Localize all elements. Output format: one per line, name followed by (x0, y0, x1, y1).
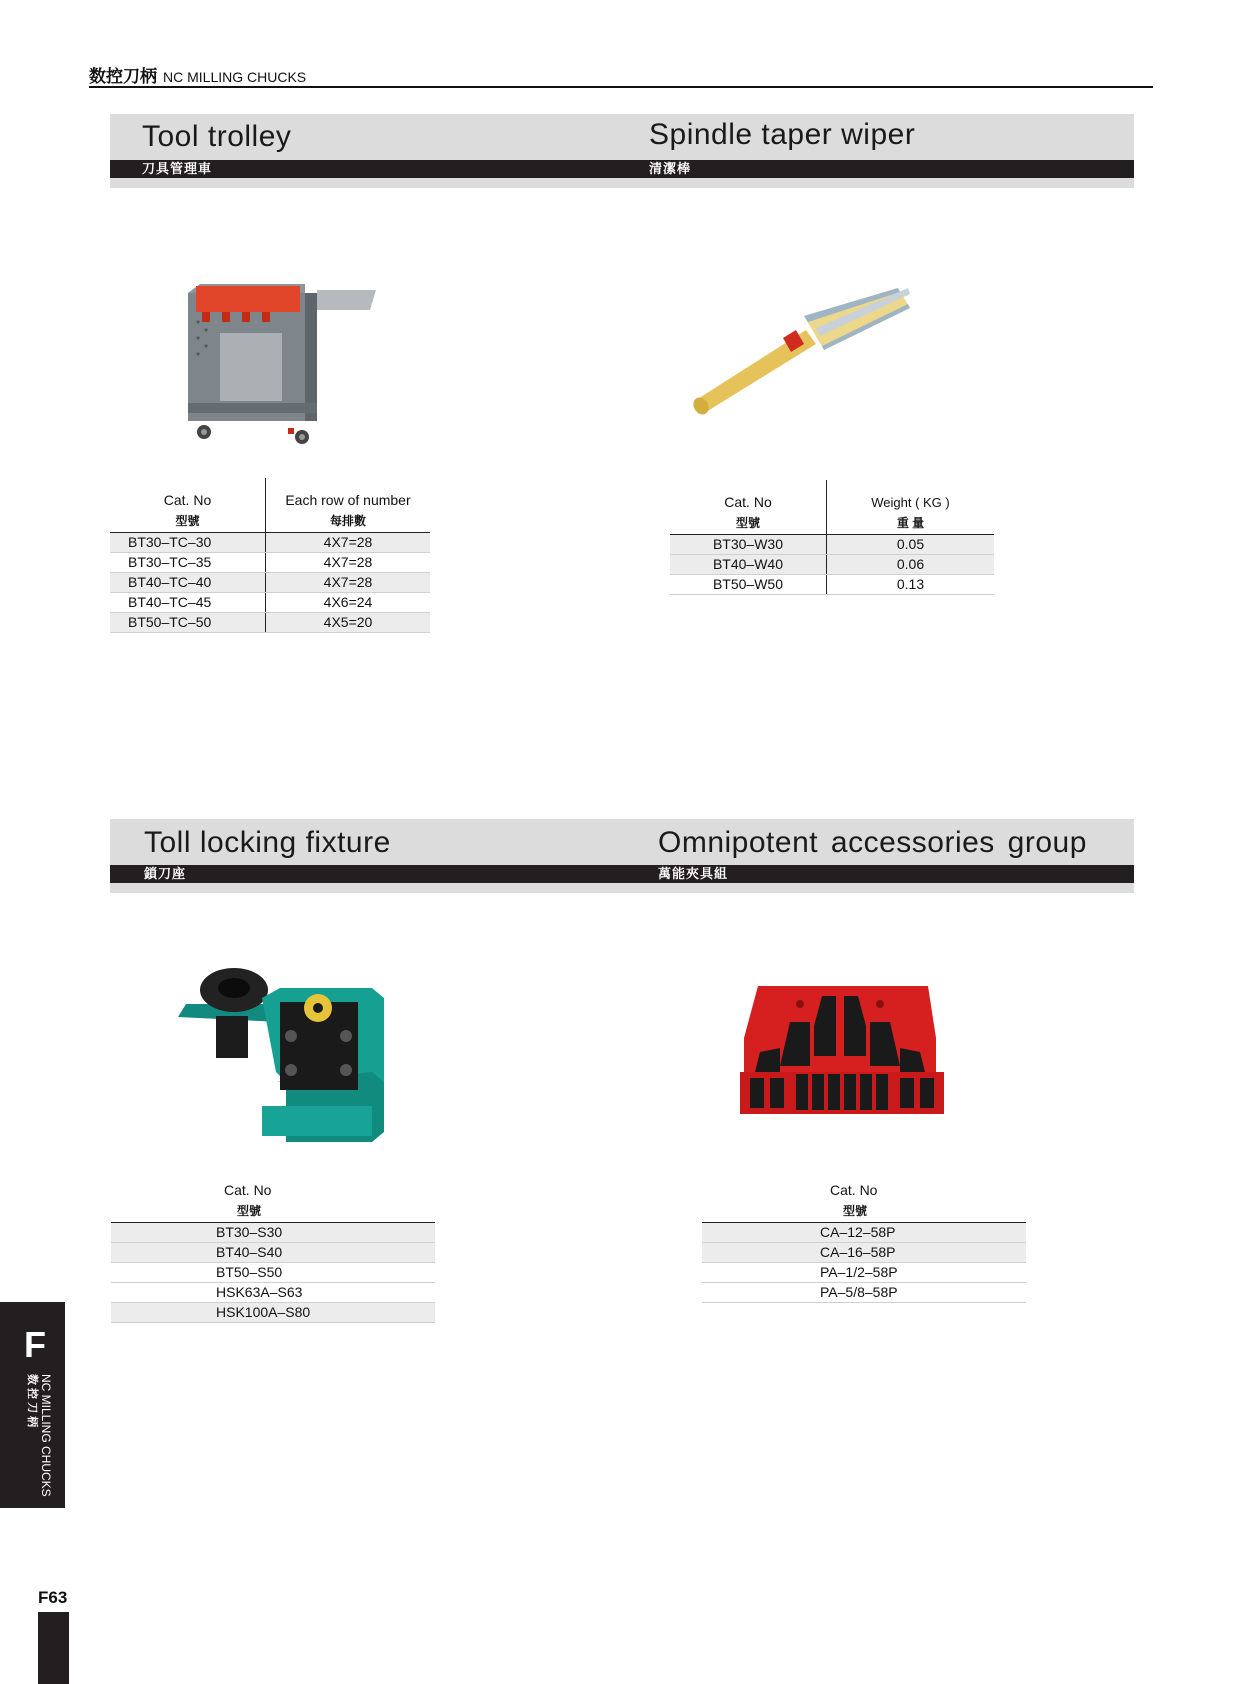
side-tab-label-en: NC MILLING CHUCKS (39, 1374, 53, 1497)
table-row: BT40–TC–40 4X7=28 (110, 573, 430, 593)
tool-trolley-subtitle: 刀具管理車 (142, 161, 213, 176)
page-number-bar (38, 1612, 69, 1684)
page-header (89, 62, 1153, 88)
tool-trolley-title: Tool trolley (142, 120, 292, 153)
page-number: F63 (38, 1588, 68, 1607)
table-row: HSK63A–S63 (111, 1283, 435, 1303)
section-band-bottom (110, 819, 1134, 893)
table-row: CA–16–58P (702, 1243, 1026, 1263)
col-header-cat-zh: 型號 (110, 508, 266, 533)
col-header-cat: Cat. No (830, 1182, 878, 1198)
side-tab-label (25, 1374, 53, 1504)
tool-trolley-image (180, 278, 380, 450)
table-row: BT30–W30 0.05 (670, 535, 994, 555)
col-header-cat-zh: 型號 (670, 510, 827, 535)
table-row: BT40–S40 (111, 1243, 435, 1263)
spindle-wiper-subtitle: 清潔棒 (649, 161, 692, 176)
locking-fixture-title: Toll locking fixture (144, 826, 391, 859)
col-header-weight-zh: 重 量 (827, 510, 995, 535)
table-row: CA–12–58P (702, 1223, 1026, 1243)
table-row: BT30–S30 (111, 1223, 435, 1243)
table-row: PA–1/2–58P (702, 1263, 1026, 1283)
col-header-cat: Cat. No (224, 1182, 272, 1198)
accessories-image (740, 986, 944, 1114)
accessories-table (702, 1168, 1026, 1303)
col-header-weight: Weight ( KG ) (871, 495, 950, 510)
side-tab (0, 1302, 65, 1508)
spindle-wiper-image (688, 282, 914, 420)
col-header-cat: Cat. No (670, 480, 827, 510)
locking-fixture-table (111, 1168, 435, 1323)
table-row: BT50–W50 0.13 (670, 575, 994, 595)
col-header-cat: Cat. No (110, 478, 266, 508)
locking-fixture-subtitle: 鎖刀座 (144, 866, 187, 881)
header-en: NC MILLING CHUCKS (163, 69, 307, 85)
accessories-subtitle: 萬能夾具組 (658, 866, 729, 881)
col-header-row-number-zh: 每排數 (266, 508, 431, 533)
table-row: BT30–TC–30 4X7=28 (110, 533, 430, 553)
spindle-wiper-title: Spindle taper wiper (649, 118, 916, 151)
header-zh: 数控刀柄 (89, 67, 157, 86)
col-header-cat-zh: 型號 (111, 1198, 435, 1223)
col-header-cat-zh: 型號 (702, 1198, 1026, 1223)
table-row: BT40–TC–45 4X6=24 (110, 593, 430, 613)
table-row: BT50–S50 (111, 1263, 435, 1283)
table-row: BT40–W40 0.06 (670, 555, 994, 575)
col-header-row-number: Each row of number (285, 492, 411, 508)
spindle-wiper-table (670, 480, 994, 595)
table-row: PA–5/8–58P (702, 1283, 1026, 1303)
side-tab-label-zh: 数 控 刀 柄 (26, 1374, 38, 1428)
tool-trolley-table (110, 478, 430, 633)
table-row: HSK100A–S80 (111, 1303, 435, 1323)
section-band-top (110, 114, 1134, 188)
table-row: BT30–TC–35 4X7=28 (110, 553, 430, 573)
side-tab-letter: F (24, 1324, 46, 1365)
locking-fixture-image (176, 962, 392, 1142)
table-row: BT50–TC–50 4X5=20 (110, 613, 430, 633)
accessories-title: Omnipotent accessories group (658, 826, 1087, 859)
